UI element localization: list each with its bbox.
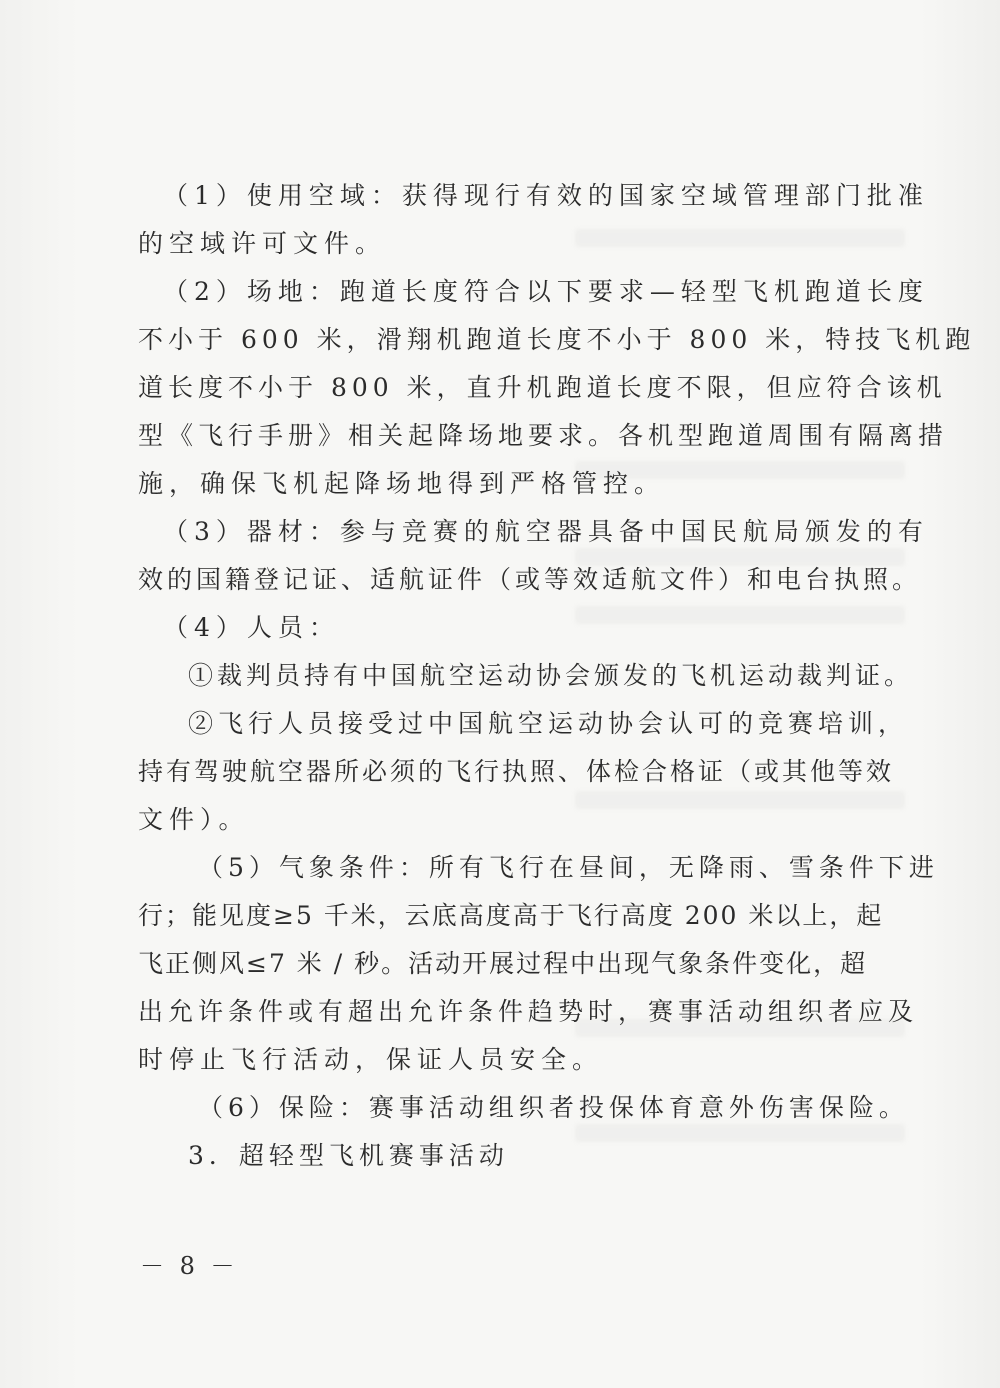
paragraph-text: （1）使用空域：获得现行有效的国家空域管理部门批准: [163, 181, 929, 210]
paragraph-text: 道长度不小于 800 米，直升机跑道长度不限，但应符合该机: [138, 373, 947, 402]
paragraph-text: 飞正侧风≤7 米 / 秒。活动开展过程中出现气象条件变化，超: [138, 949, 868, 978]
paragraph-line: [138, 508, 929, 556]
paragraph-text: （2）场地：跑道长度符合以下要求—轻型飞机跑道长度: [163, 277, 929, 306]
paragraph-line: [138, 412, 949, 460]
paragraph-text: 时停止飞行活动，保证人员安全。: [138, 1045, 604, 1074]
paragraph-line: [138, 364, 947, 412]
paragraph-line: [138, 748, 895, 796]
paragraph-line: [138, 988, 919, 1036]
paragraph-text: （4）人员：: [163, 613, 340, 642]
paragraph-text: ②飞行人员接受过中国航空运动协会认可的竞赛培训，: [188, 709, 909, 738]
paragraph-line: [138, 1132, 873, 1180]
paragraph-line: [138, 172, 929, 220]
paragraph-text: （3）器材：参与竞赛的航空器具备中国民航局颁发的有: [163, 517, 929, 546]
paragraph-text: 文件）。: [138, 805, 250, 834]
paragraph-text: 施，确保飞机起降场地得到严格管控。: [138, 469, 666, 498]
paragraph-line: [138, 796, 873, 844]
paragraph-line: [138, 1084, 909, 1132]
paragraph-text: （5）气象条件：所有飞行在昼间，无降雨、雪条件下进: [198, 853, 939, 882]
paragraph-line: [138, 844, 939, 892]
paragraph-text: 持有驾驶航空器所必须的飞行执照、体检合格证（或其他等效: [138, 757, 895, 786]
document-body: [138, 172, 976, 1180]
paragraph-text: 型《飞行手册》相关起降场地要求。各机型跑道周围有隔离措: [138, 421, 949, 450]
paragraph-line: [138, 556, 922, 604]
paragraph-line: [138, 700, 909, 748]
paragraph-text: 3．超轻型飞机赛事活动: [188, 1141, 509, 1170]
paragraph-text: （6）保险：赛事活动组织者投保体育意外伤害保险。: [198, 1093, 909, 1122]
paragraph-line: [138, 316, 976, 364]
page-number: － 8 －: [140, 1252, 239, 1280]
paragraph-line: [138, 652, 914, 700]
paragraph-text: 不小于 600 米，滑翔机跑道长度不小于 800 米，特技飞机跑: [138, 325, 976, 354]
paragraph-text: 的空域许可文件。: [138, 229, 387, 258]
paragraph-line: [138, 268, 929, 316]
paragraph-line: [138, 940, 873, 988]
paragraph-text: 效的国籍登记证、适航证件（或等效适航文件）和电台执照。: [138, 565, 922, 594]
paragraph-text: 行；能见度≥5 千米，云底高度高于飞行高度 200 米以上，起: [138, 901, 884, 930]
paragraph-line: [138, 460, 873, 508]
paragraph-text: 出允许条件或有超出允许条件趋势时，赛事活动组织者应及: [138, 997, 919, 1026]
paragraph-line: [138, 220, 873, 268]
paragraph-text: ①裁判员持有中国航空运动协会颁发的飞机运动裁判证。: [188, 661, 914, 690]
paragraph-line: [138, 892, 884, 940]
paragraph-line: [138, 1036, 873, 1084]
paragraph-line: [138, 604, 873, 652]
